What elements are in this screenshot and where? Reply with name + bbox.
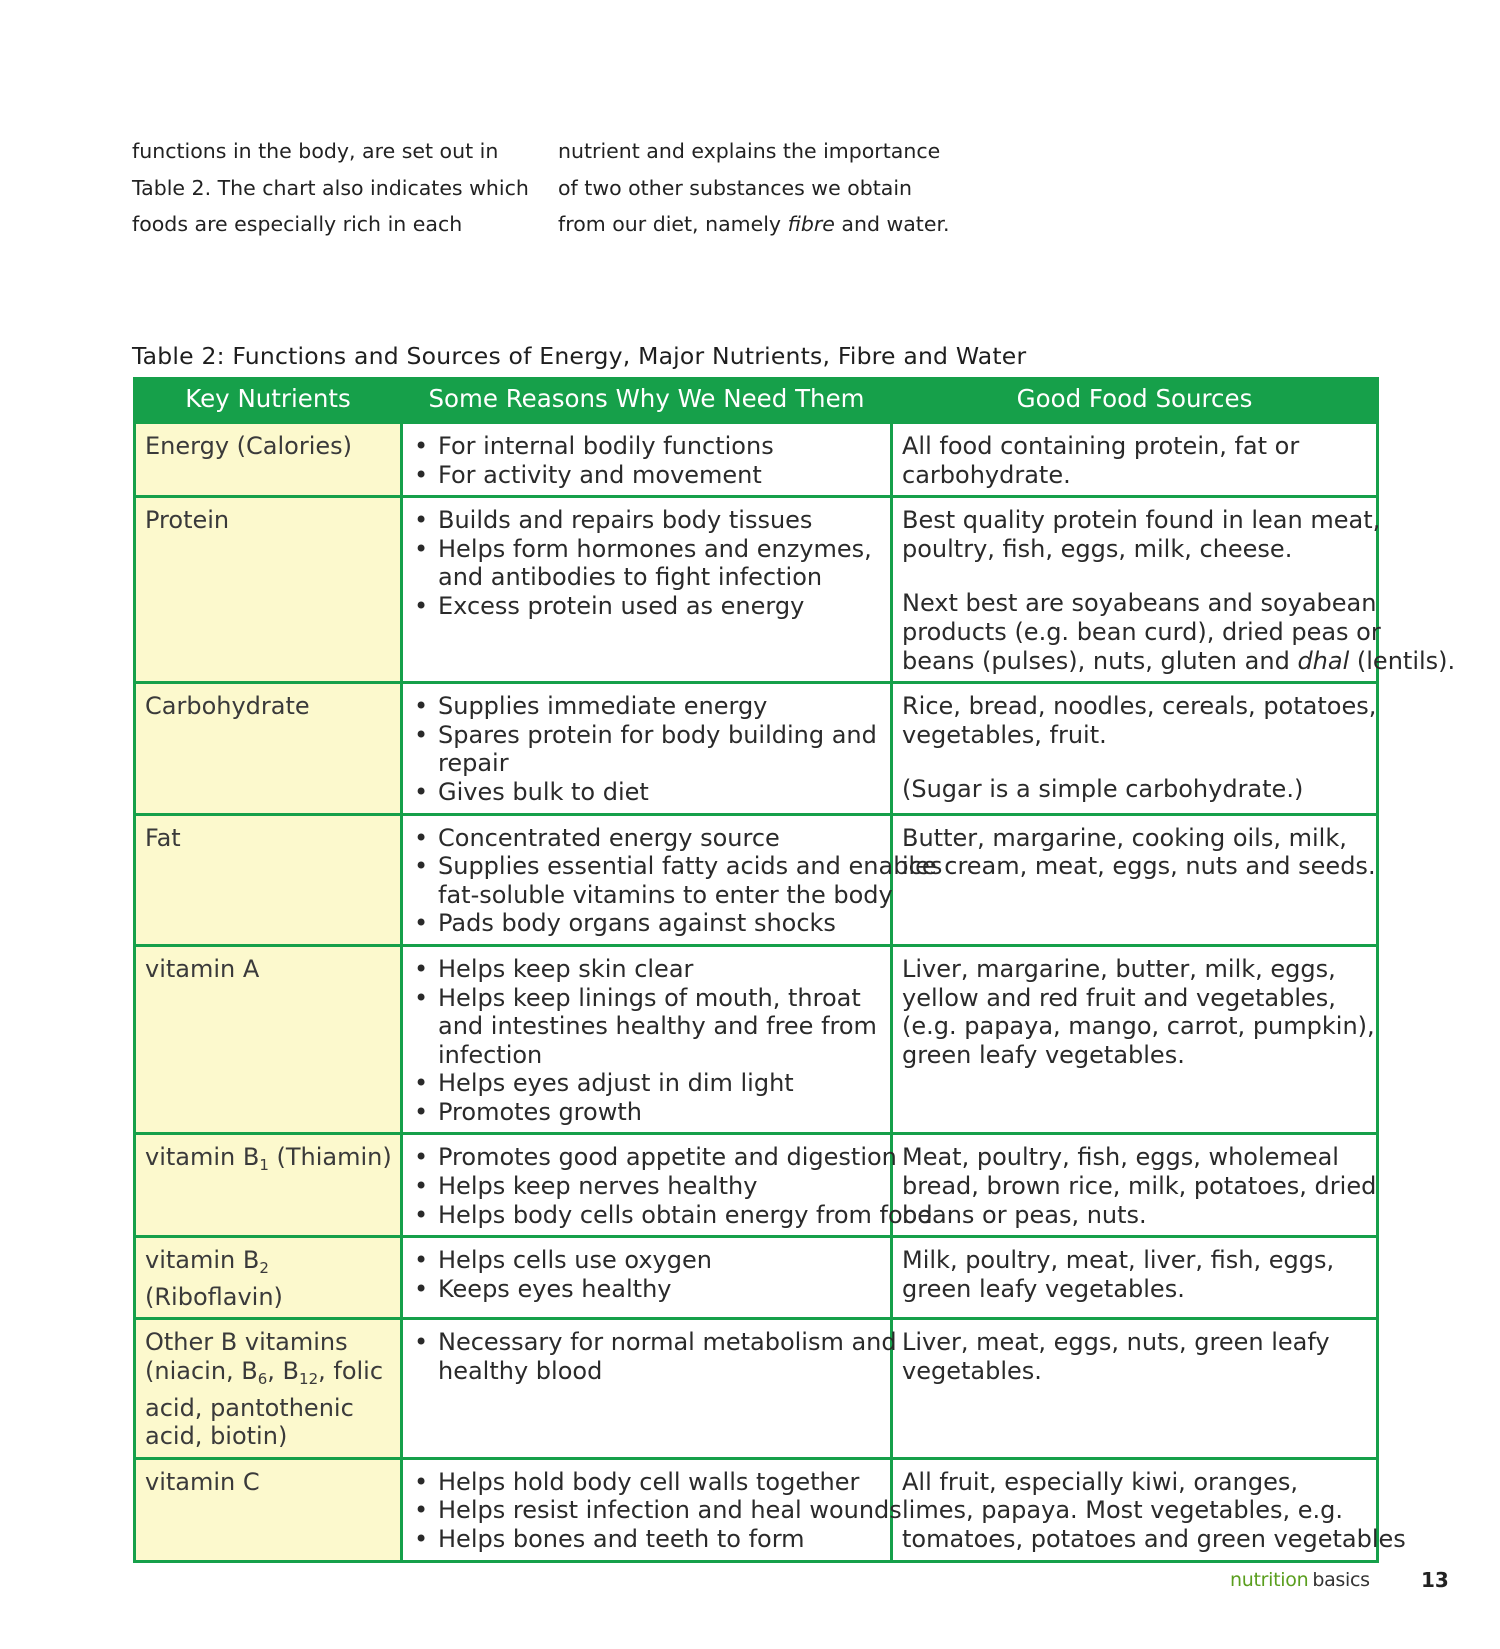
nutrient-name: Energy (Calories) [135,423,402,497]
sources-cell: All food containing protein, fat or carbohydrate. [892,423,1378,497]
intro-line: from our diet, namely fibre and water. [558,212,950,236]
table-header-row [135,379,1378,423]
nutrient-name: Fat [135,814,402,945]
reasons-cell [402,814,943,945]
nutrient-name: vitamin $B_1$ (Thiamin) [135,1134,402,1237]
footer-brand: nutrition [1230,1569,1309,1591]
header-reasons: Some Reasons Why We Need Them [402,379,892,423]
reason-item: • Helps eyes adjust in dim light [412,1069,884,1098]
table-row [135,945,1378,1134]
reasons-cell [402,683,892,814]
intro-line: functions in the body, are set out in [132,139,499,163]
sources-cell: Meat, poultry, fish, eggs, wholemeal bread, brown rice, milk, potatoes, dried beans or peas, nuts. [892,1134,1378,1237]
intro-line: foods are especially rich in each [132,212,463,236]
reason-item: • Builds and repairs body tissues [412,506,884,535]
table-row [135,683,1378,814]
intro-line: nutrient and explains the importance [558,139,941,163]
table-caption: Table 2: Functions and Sources of Energy, Major Nutrients, Fibre and Water [132,342,1027,370]
header-food-sources: Good Food Sources [892,379,1378,423]
reason-item: • Helps keep nerves healthy [412,1172,884,1201]
table-row [135,423,1378,497]
reasons-cell [402,1458,902,1561]
reasons-cell [402,945,892,1134]
dhal-emphasis: dhal [1297,646,1350,675]
reasons-cell [402,1237,892,1319]
reason-item: • Necessary for normal metabolism and healthy blood [412,1328,884,1385]
reason-item: • Helps body cells obtain energy from food [412,1201,884,1230]
reason-item: • Spares protein for body building and repair [412,721,884,778]
page-number: 13 [1421,1568,1449,1592]
reasons-cell [402,1319,897,1458]
sources-cell: Milk, poultry, meat, liver, fish, eggs, green leafy vegetables. [892,1237,1378,1319]
reason-item: • Promotes good appetite and digestion [412,1143,884,1172]
footer-section: basics [1312,1569,1370,1591]
table-row [135,814,1378,945]
reason-item: • Promotes growth [412,1098,884,1127]
header-key-nutrients: Key Nutrients [135,379,402,423]
nutrient-name: vitamin C [135,1458,402,1561]
sources-cell: Liver, margarine, butter, milk, eggs, yellow and red fruit and vegetables, (e.g. papaya, mango, carrot, pumpkin), green leafy vegetables. [892,945,1378,1134]
reason-item: • Helps resist infection and heal wounds [412,1496,884,1525]
reason-item: • For internal bodily functions [412,432,884,461]
nutrient-name: vitamin $B_2$ (Riboflavin) [135,1237,402,1319]
reason-item: • Supplies essential fatty acids and enables fat-soluble vitamins to enter the body [412,852,884,909]
reason-item: • Helps form hormones and enzymes, and antibodies to fight infection [412,535,884,592]
reason-item: • Pads body organs against shocks [412,909,884,938]
nutrient-name: Protein [135,497,402,683]
reason-item: • Helps keep linings of mouth, throat and intestines healthy and free from infection [412,984,884,1070]
table-row [135,1237,1378,1319]
reason-item: • Keeps eyes healthy [412,1275,884,1304]
table-row [135,1319,1378,1458]
sources-cell: All fruit, especially kiwi, oranges, limes, papaya. Most vegetables, e.g. tomatoes, potatoes and green vegetables [892,1458,1378,1561]
intro-column-right [558,133,978,243]
reason-item: • Helps keep skin clear [412,955,884,984]
intro-line: of two other substances we obtain [558,175,913,200]
intro-line: Table 2. The chart also indicates which [132,175,529,200]
reasons-cell [402,497,892,683]
reason-item: • Supplies immediate energy [412,692,884,721]
sources-cell: Liver, meat, eggs, nuts, green leafy vegetables. [892,1319,1378,1458]
intro-column-left [132,133,532,243]
fibre-emphasis: fibre [787,212,835,236]
sources-cell: Rice, bread, noodles, cereals, potatoes, vegetables, fruit. (Sugar is a simple carbohydrate.) [892,683,1378,814]
table-row [135,497,1378,683]
reason-item: • Helps cells use oxygen [412,1246,884,1275]
reason-item: • Concentrated energy source [412,824,884,853]
reasons-cell [402,423,892,497]
reason-item: • Gives bulk to diet [412,778,884,807]
reason-item: • Helps bones and teeth to form [412,1525,884,1554]
reason-item: • Excess protein used as energy [412,592,884,621]
sources-cell: Best quality protein found in lean meat, poultry, fish, eggs, milk, cheese. Next best are soyabeans and soyabean products (e.g. bean curd), dried peas or beans (pulses), nuts, gluten and dhal (lentils). [892,497,1378,683]
reason-item: • For activity and movement [412,461,884,490]
table-row [135,1458,1378,1561]
table-row [135,1134,1378,1237]
reasons-cell [402,1134,933,1237]
nutrients-table [133,377,1456,1563]
nutrient-name: Other B vitamins (niacin, $B_6$, $B_{12}$, folic acid, pantothenic acid, biotin) [135,1319,402,1458]
nutrient-name: vitamin A [135,945,402,1134]
nutrient-name: Carbohydrate [135,683,402,814]
reason-item: • Helps hold body cell walls together [412,1468,884,1497]
page-footer [1230,1568,1449,1592]
sources-cell: Butter, margarine, cooking oils, milk, ice cream, meat, eggs, nuts and seeds. [892,814,1378,945]
